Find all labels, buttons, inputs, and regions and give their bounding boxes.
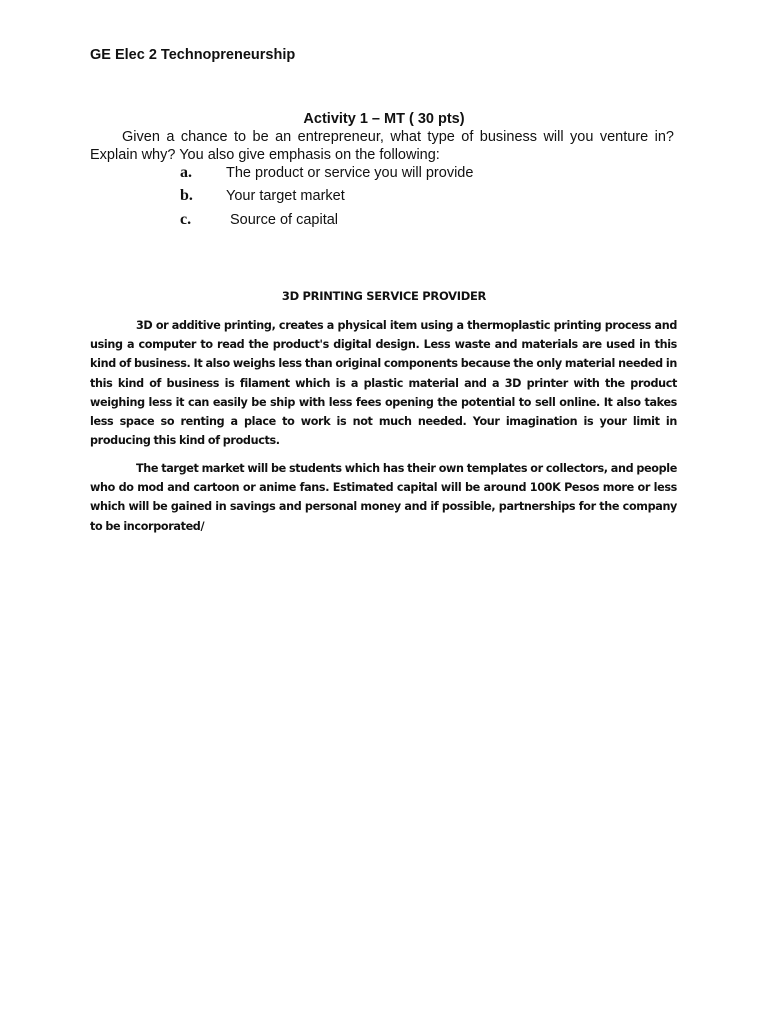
list-item-product (180, 164, 473, 182)
essay-paragraph-1: 3D or additive printing, creates a physical item using a thermoplastic printing process and using a computer to read the product's digital design. Less waste and materials are used in this kind of business. It also weighs less than original components because the only material needed in this kind of business is filament which is a plastic material and a 3D printer with the product weighing less it can easily be ship with less fees opening the potential to sell online. It also takes less space so renting a place to work is not much needed. Your imagination is your limit in producing this kind of products. (90, 319, 677, 448)
list-item-text: Source of capital (230, 212, 339, 228)
list-item-text: Your target market (226, 188, 345, 204)
list-item-letter: c. (180, 211, 192, 228)
essay-paragraph-2: The target market will be students which has their own templates or collectors, and people who do mod and cartoon or anime fans. Estimated capital will be around 100K Pesos more or less which will be gained in savings and personal money and if possible, partnerships for the company to be incorporated/ (90, 462, 677, 533)
activity-prompt: Given a chance to be an entrepreneur, what type of business will you venture in? Explain why? You also give emphasis on the following: (90, 129, 674, 163)
list-item-text: The product or service you will provide (226, 165, 474, 181)
list-item-letter: b. (180, 187, 193, 204)
list-item-target-market (180, 187, 345, 205)
course-title: GE Elec 2 Technopreneurship (90, 47, 296, 63)
list-item-capital (180, 211, 338, 229)
essay-title: 3D PRINTING SERVICE PROVIDER (281, 289, 487, 303)
activity-title: Activity 1 – MT ( 30 pts) (303, 111, 465, 127)
list-item-letter: a. (180, 164, 192, 181)
